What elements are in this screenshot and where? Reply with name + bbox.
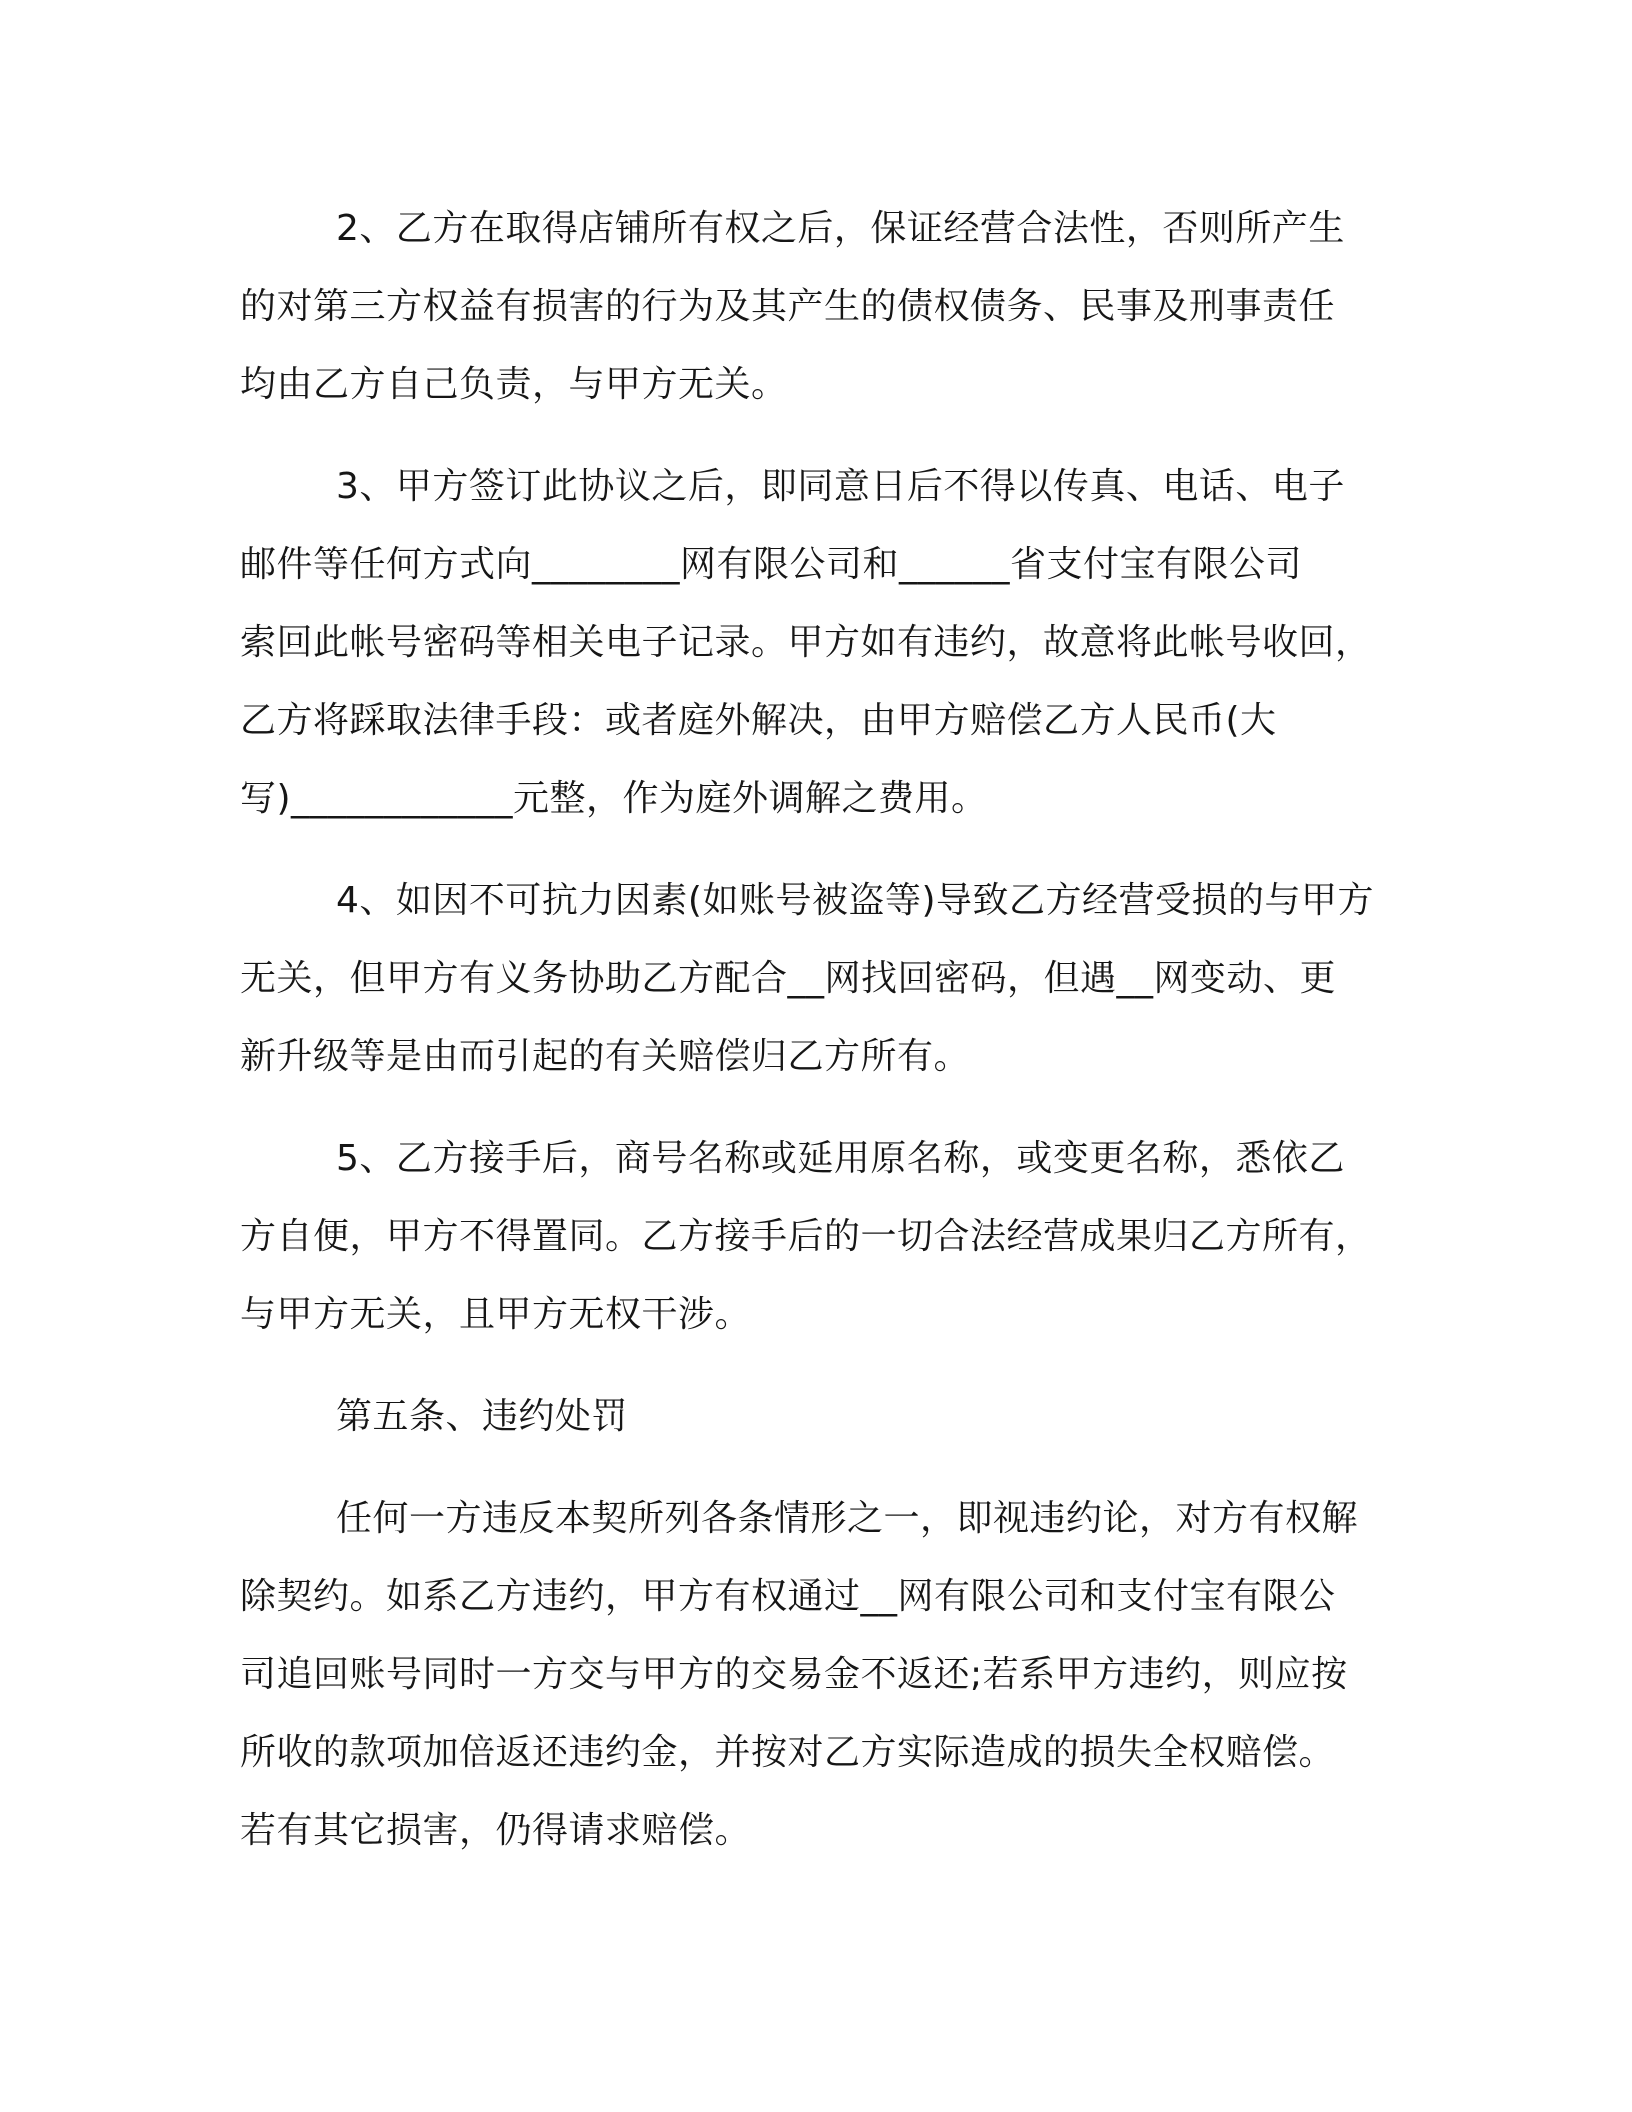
paragraph-line: 3、甲方签订此协议之后，即同意日后不得以传真、电话、电子 [336, 466, 1345, 507]
paragraph-line: 司追回账号同时一方交与甲方的交易金不返还;若系甲方违约，则应按 [240, 1654, 1348, 1695]
clause-3-paragraph [240, 448, 1372, 838]
paragraph-line: 4、如因不可抗力因素(如账号被盗等)导致乙方经营受损的与甲方 [336, 880, 1374, 921]
paragraph-line: 均由乙方自己负责，与甲方无关。 [240, 364, 788, 405]
paragraph-line: 除契约。如系乙方违约，甲方有权通过__网有限公司和支付宝有限公 [240, 1576, 1336, 1617]
paragraph-line: 写)____________元整，作为庭外调解之费用。 [240, 778, 988, 819]
paragraph-line: 所收的款项加倍返还违约金，并按对乙方实际造成的损失全权赔偿。 [240, 1732, 1336, 1773]
article-5-heading [240, 1378, 628, 1456]
paragraph-line: 若有其它损害，仍得请求赔偿。 [240, 1810, 752, 1851]
clause-5-paragraph [240, 1120, 1372, 1354]
paragraph-line: 邮件等任何方式向________网有限公司和______省支付宝有限公司 [240, 544, 1303, 585]
paragraph-line: 2、乙方在取得店铺所有权之后，保证经营合法性，否则所产生 [336, 208, 1345, 249]
paragraph-line: 与甲方无关，且甲方无权干涉。 [240, 1294, 752, 1335]
paragraph-line: 任何一方违反本契所列各条情形之一，即视违约论，对方有权解 [336, 1498, 1359, 1539]
paragraph-line: 乙方将踩取法律手段：或者庭外解决，由甲方赔偿乙方人民币(大 [240, 700, 1277, 741]
paragraph-line: 无关，但甲方有义务协助乙方配合__网找回密码，但遇__网变动、更 [240, 958, 1337, 999]
breach-penalty-paragraph [240, 1480, 1358, 1870]
section-heading: 第五条、违约处罚 [336, 1396, 629, 1437]
paragraph-line: 的对第三方权益有损害的行为及其产生的债权债务、民事及刑事责任 [240, 286, 1336, 327]
clause-2-paragraph [240, 190, 1345, 424]
paragraph-line: 新升级等是由而引起的有关赔偿归乙方所有。 [240, 1036, 971, 1077]
paragraph-line: 索回此帐号密码等相关电子记录。甲方如有违约，故意将此帐号收回， [240, 622, 1372, 663]
clause-4-paragraph [240, 862, 1374, 1096]
paragraph-line: 5、乙方接手后，商号名称或延用原名称，或变更名称，悉依乙 [336, 1138, 1345, 1179]
paragraph-line: 方自便，甲方不得置同。乙方接手后的一切合法经营成果归乙方所有， [240, 1216, 1372, 1257]
